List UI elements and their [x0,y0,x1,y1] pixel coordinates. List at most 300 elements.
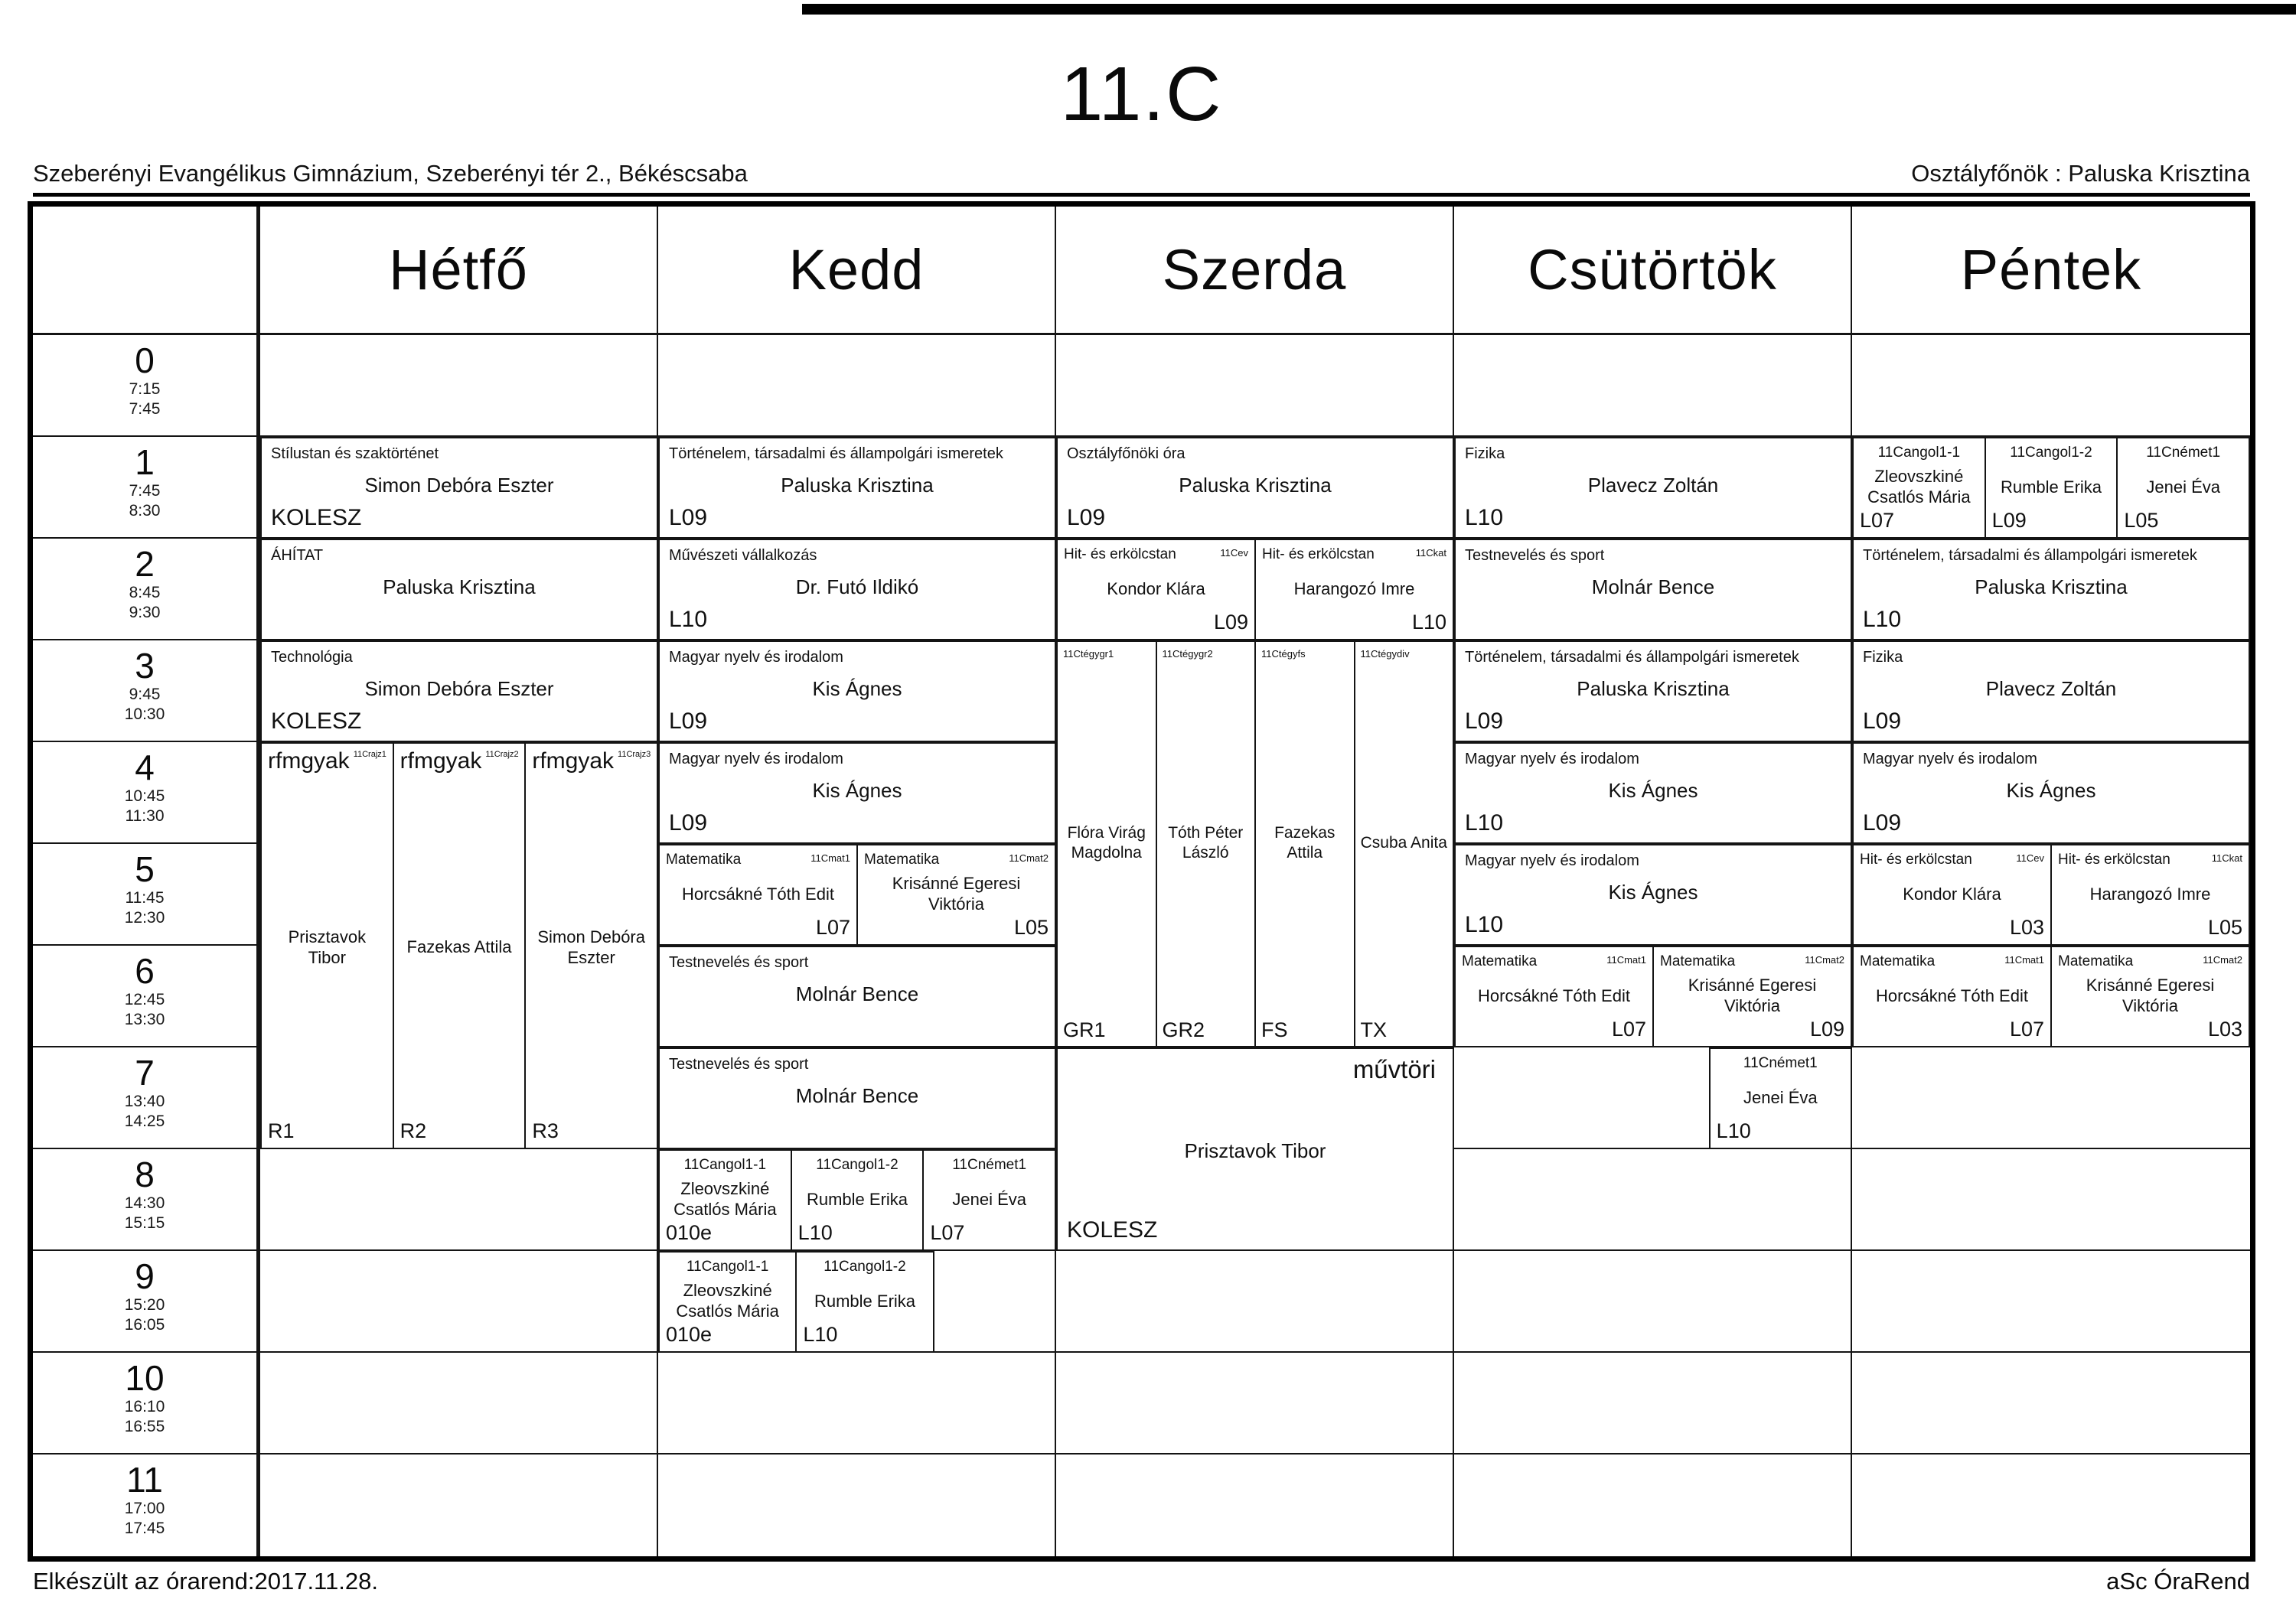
period-start-time: 11:45 [125,889,165,907]
grid-cell [658,335,1056,437]
room-label: L09 [669,709,708,734]
lesson-cell-header [1863,648,2239,669]
subject-label: 11Cangol1-2 [823,1259,906,1275]
subject-label: Matematika [2058,953,2134,969]
group-tag: 11Cmat1 [810,852,850,864]
lesson-cell-header [271,445,647,466]
lesson-cell [795,1251,934,1353]
lesson-block [1852,640,2250,742]
day-header-2: Kedd [658,207,1056,335]
subject-label: 11Cnémet1 [952,1157,1027,1173]
room-label: L07 [2009,1018,2044,1041]
lesson-cell [1652,946,1852,1047]
teacher-name: Rumble Erika [814,1291,916,1311]
day-header-3: Szerda [1056,207,1454,335]
lesson-cell-header [669,445,1045,466]
lesson-cell [922,1149,1056,1251]
lesson-cell-header [2058,850,2242,871]
lesson-cell-header [669,750,1045,771]
lesson-block [1454,742,1852,844]
subject-label: 11Cangol1-2 [816,1157,899,1173]
lesson-cell-header [1660,952,1844,973]
group-tag: 11Ctégyfs [1261,648,1306,660]
period-start-time: 15:20 [124,1296,165,1314]
period-start-time: 7:45 [129,482,161,500]
grid-cell [1454,1149,1852,1251]
room-label: TX [1360,1018,1388,1041]
lesson-block [260,539,658,640]
lesson-cell [2050,946,2250,1047]
period-start-time: 17:00 [124,1500,165,1517]
teacher-name: Krisánné Egeresi Viktória [2086,976,2215,1015]
grid-cell [1056,1353,1454,1455]
period-end-time: 11:30 [125,807,165,825]
lesson-cell-header [1860,850,2044,871]
lesson-block [1454,539,1852,640]
period-end-time: 16:05 [124,1316,165,1334]
lesson-cell [658,539,1056,640]
timetable [28,201,2255,1562]
period-start-time: 16:10 [124,1398,165,1415]
day-header-4: Csütörtök [1454,207,1852,335]
lesson-cell [658,1047,1056,1149]
teacher-name: Kis Ágnes [812,677,902,700]
lesson-block [658,1251,1056,1353]
teacher-name: Zleovszkiné Csatlós Mária [1867,467,1971,507]
room-label: L07 [930,1221,965,1244]
period-end-time: 13:30 [124,1011,165,1028]
lesson-cell [1454,844,1852,946]
lesson-cell [1709,1047,1852,1149]
subject-label: Hit- és erkölcstan [1262,546,1375,562]
lesson-cell-header [1262,545,1446,566]
subject-label: rfmgyak [532,748,615,774]
subject-label: Hit- és erkölcstan [1064,546,1176,562]
lesson-cell [1056,539,1256,640]
period-cell-3 [33,640,260,742]
subject-label: Testnevelés és sport [669,1056,809,1073]
lesson-cell [1852,844,2052,946]
subject-label: Történelem, társadalmi és állampolgári ismeretek [669,445,1003,462]
lesson-cell [1454,742,1852,844]
lesson-cell-header [1465,546,1841,568]
lesson-cell-header [669,546,1045,568]
period-start-time: 7:15 [129,380,161,398]
period-cell-8 [33,1149,260,1251]
room-label: L10 [1465,505,1504,530]
lesson-cell [1354,640,1455,1047]
period-cell-6 [33,946,260,1047]
grid-cell [658,1353,1056,1455]
lesson-cell [658,1149,792,1251]
teacher-name: Harangozó Imre [1293,578,1415,598]
room-label: L10 [1465,810,1504,836]
teacher-name: Horcsákné Tóth Edit [1478,985,1630,1005]
period-cell-10 [33,1353,260,1455]
group-tag: 11Crajz3 [618,750,651,759]
lesson-cell [1254,539,1454,640]
subject-label: Osztályfőnöki óra [1067,445,1186,462]
subject-label: Magyar nyelv és irodalom [1465,852,1639,869]
lesson-cell-header [271,648,647,669]
teacher-name: Krisánné Egeresi Viktória [1688,976,1817,1015]
room-label: 010e [666,1221,713,1244]
lesson-cell-header [864,850,1049,871]
subject-label: Művészeti vállalkozás [669,547,817,564]
room-label: L05 [2207,916,2242,939]
subject-label: Magyar nyelv és irodalom [669,751,843,767]
lesson-cell [1454,437,1852,539]
grid-cell [1852,1251,2250,1353]
teacher-name: Horcsákné Tóth Edit [1876,985,2028,1005]
group-tag: 11Ckat [1415,547,1446,559]
teacher-name: Molnár Bence [795,982,919,1005]
lesson-cell-header [666,1155,784,1177]
lesson-block [260,640,658,742]
period-cell-9 [33,1251,260,1353]
period-number: 5 [135,849,155,889]
lesson-cell [658,946,1056,1047]
room-label: L03 [2009,916,2044,939]
lesson-cell [260,539,658,640]
period-start-time: 9:45 [129,686,161,703]
grid-cell [260,335,658,437]
lesson-cell-header [2124,443,2242,464]
room-label: L10 [1465,912,1504,937]
room-label: 010e [666,1323,713,1346]
lesson-cell-header [271,546,647,568]
period-number: 1 [135,442,155,482]
footer-app-name: aSc ÓraRend [2106,1568,2250,1595]
period-start-time: 8:45 [129,584,161,601]
lesson-cell-header [1462,952,1646,973]
subject-label: Stílustan és szaktörténet [271,445,439,462]
room-label: L09 [669,505,708,530]
footer-generated-date: Elkészült az órarend:2017.11.28. [33,1568,378,1595]
teacher-name: Rumble Erika [2000,477,2102,497]
lesson-cell-header [1992,443,2111,464]
lesson-block [658,539,1056,640]
lesson-cell [1852,742,2250,844]
lesson-block [1852,742,2250,844]
teacher-name: Krisánné Egeresi Viktória [892,874,1021,914]
period-number: 11 [126,1460,163,1500]
subject-label: Magyar nyelv és irodalom [1465,751,1639,767]
teacher-name: Paluska Krisztina [1577,677,1730,700]
period-cell-1 [33,437,260,539]
lesson-cell-header [1067,1055,1443,1084]
teacher-name: Fazekas Attila [1274,823,1336,862]
teacher-name: Csuba Anita [1360,833,1447,852]
room-label: R2 [400,1119,427,1142]
lesson-block [1056,539,1454,640]
lesson-cell [1852,539,2250,640]
lesson-block [1454,437,1852,539]
room-label: L07 [1611,1018,1646,1041]
lesson-block [658,946,1056,1047]
subject-label: Hit- és erkölcstan [1860,852,1972,868]
grid-cell [260,1353,658,1455]
teacher-name: Simon Debóra Eszter [364,474,554,497]
grid-cell [1454,1251,1852,1353]
teacher-name: Simon Debóra Eszter [537,927,645,967]
subject-label: 11Cnémet1 [1743,1055,1818,1071]
teacher-name: Simon Debóra Eszter [364,677,554,700]
period-number: 8 [135,1155,155,1194]
lesson-cell-header [803,1257,926,1279]
group-tag: 11Cmat2 [1009,852,1049,864]
room-label: L07 [1860,509,1895,532]
teacher-name: Tóth Péter László [1168,823,1244,862]
teacher-name: Paluska Krisztina [1975,575,2128,598]
period-number: 0 [135,340,155,380]
lesson-cell [1156,640,1257,1047]
period-number: 10 [125,1358,165,1398]
period-start-time: 10:45 [124,787,165,805]
subject-label: Magyar nyelv és irodalom [1863,751,2037,767]
subject-label: Matematika [666,852,742,868]
lesson-cell-header [666,1257,789,1279]
lesson-block [1056,437,1454,539]
subject-label: Magyar nyelv és irodalom [669,649,843,666]
room-label: L10 [1411,611,1446,634]
subject-label: rfmgyak [268,748,350,774]
group-tag: 11Cmat1 [1606,954,1646,966]
school-name: Szeberényi Evangélikus Gimnázium, Szeberényi tér 2., Békéscsaba [33,160,748,187]
lesson-cell [1985,437,2118,539]
lesson-cell [1852,640,2250,742]
room-label [271,607,647,633]
subject-label: ÁHÍTAT [271,547,324,564]
lesson-block [658,437,1056,539]
lesson-cell [2116,437,2250,539]
lesson-cell [1852,946,2052,1047]
empty-slot [933,1251,1056,1353]
teacher-name: Molnár Bence [795,1084,919,1107]
lesson-cell [260,742,394,1149]
lesson-block [1454,946,1852,1047]
lesson-cell [260,437,658,539]
lesson-block [658,844,1056,946]
group-tag: 11Ctégygr2 [1162,648,1213,660]
lesson-cell [1056,437,1454,539]
room-label: L05 [2124,509,2159,532]
room-label: L10 [1716,1119,1751,1142]
period-end-time: 15:15 [124,1214,165,1232]
lesson-cell-header [669,1055,1045,1077]
grid-cell [1454,1455,1852,1556]
lesson-block [260,437,658,539]
subject-label: Matematika [1462,953,1538,969]
lesson-block [1454,640,1852,742]
lesson-cell [1454,946,1654,1047]
subject-label: 11Cangol1-1 [686,1259,769,1275]
period-end-time: 17:45 [124,1520,165,1537]
teacher-name: Paluska Krisztina [383,575,536,598]
lesson-block [1056,1047,1454,1251]
room-label [669,1116,1045,1142]
grid-cell [1454,1353,1852,1455]
lesson-cell [2050,844,2250,946]
room-label: L09 [1067,505,1106,530]
empty-slot [1454,1047,1711,1149]
lesson-cell-header [798,1155,917,1177]
period-start-time: 14:30 [124,1194,165,1212]
grid-cell [1056,1455,1454,1556]
room-label: FS [1261,1018,1288,1041]
room-label: L10 [1863,607,1902,632]
grid-cell [1454,335,1852,437]
subject-label: Testnevelés és sport [669,954,809,971]
teacher-name: Harangozó Imre [2089,884,2211,904]
period-cell-0 [33,335,260,437]
subject-label: 11Cangol1-1 [683,1157,767,1173]
teacher-name: Kondor Klára [1903,884,2001,904]
period-number: 7 [135,1053,155,1093]
grid-cell [260,1455,658,1556]
lesson-cell-header [268,748,386,774]
lesson-block [1056,640,1454,1047]
lesson-cell-header [1063,646,1150,667]
subject-label: Történelem, társadalmi és állampolgári ismeretek [1465,649,1799,666]
room-label: GR1 [1063,1018,1106,1041]
lesson-block [658,742,1056,844]
lesson-block [1852,946,2250,1047]
grid-cell [1852,335,2250,437]
group-tag: 11Cmat2 [1805,954,1844,966]
scan-edge-artifact [802,4,2296,15]
lesson-cell [1454,640,1852,742]
teacher-name: Paluska Krisztina [1179,474,1332,497]
period-cell-4 [33,742,260,844]
lesson-cell-header [1361,646,1448,667]
room-label: KOLESZ [1067,1217,1158,1243]
period-cell-7 [33,1047,260,1149]
teacher-name: Horcsákné Tóth Edit [682,884,834,904]
period-end-time: 9:30 [129,604,161,621]
room-label: L10 [669,607,708,632]
lesson-cell [658,640,1056,742]
period-number: 4 [135,748,155,787]
teacher-name: Kondor Klára [1107,578,1205,598]
grid-cell [1056,335,1454,437]
period-end-time: 16:55 [124,1418,165,1435]
subject-label: 11Cangol1-1 [1877,445,1961,461]
subject-label: Fizika [1465,445,1505,462]
teacher-name: Rumble Erika [806,1189,908,1209]
period-cell-2 [33,539,260,640]
room-label: L09 [1213,611,1248,634]
lesson-cell-header [1465,648,1841,669]
grid-cell [260,1149,658,1251]
teacher-name: Paluska Krisztina [781,474,934,497]
room-label: GR2 [1162,1018,1205,1041]
table-corner-cell [33,207,260,335]
lesson-cell [1454,539,1852,640]
teacher-name: Zleovszkiné Csatlós Mária [676,1281,779,1321]
subject-label: rfmgyak [400,748,482,774]
room-label: L09 [669,810,708,836]
room-label: L10 [797,1221,833,1244]
room-label: L03 [2207,1018,2242,1041]
group-tag: 11Cev [2016,852,2044,864]
lesson-cell [524,742,658,1149]
room-label: KOLESZ [271,709,362,734]
teacher-name: Prisztavok Tibor [288,927,367,967]
room-label: R3 [532,1119,559,1142]
subject-label: Matematika [1660,953,1736,969]
lesson-cell-header [669,953,1045,975]
group-tag: 11Ckat [2211,852,2242,864]
lesson-cell-header [1465,445,1841,466]
day-header-1: Hétfő [260,207,658,335]
subject-label: Testnevelés és sport [1465,547,1605,564]
group-tag: 11Cmat1 [2004,954,2044,966]
teacher-name: Kis Ágnes [1608,881,1698,904]
teacher-name: Fazekas Attila [406,937,512,956]
lesson-cell-header [400,748,519,774]
grid-cell [1852,1149,2250,1251]
lesson-cell-header [1717,1054,1844,1075]
lesson-cell [393,742,527,1149]
period-start-time: 12:45 [124,991,165,1008]
group-tag: 11Crajz1 [353,750,386,759]
lesson-cell [1056,640,1157,1047]
lesson-cell [658,844,858,946]
teacher-name: Kis Ágnes [1608,779,1698,802]
room-label: L05 [1013,916,1049,939]
room-label [669,1014,1045,1040]
lesson-cell-header [1860,952,2044,973]
lesson-cell-header [1863,546,2239,568]
lesson-block [658,640,1056,742]
lesson-cell-header [2058,952,2242,973]
document-footer [33,1568,2250,1595]
room-label: L07 [815,916,850,939]
subject-label: Hit- és erkölcstan [2058,852,2170,868]
period-number: 2 [135,544,155,584]
subject-label: Technológia [271,649,353,666]
group-tag: 11Cmat2 [2203,954,2242,966]
period-cell-11 [33,1455,260,1556]
grid-cell [658,1455,1056,1556]
lesson-block [658,1047,1056,1149]
lesson-cell-header [666,850,850,871]
period-number: 3 [135,646,155,686]
lesson-cell-header [1860,443,1978,464]
grid-cell [1056,1251,1454,1353]
teacher-name: Kis Ágnes [812,779,902,802]
lesson-block [1454,844,1852,946]
teacher-name: Plavecz Zoltán [1587,474,1719,497]
teacher-name: Zleovszkiné Csatlós Mária [673,1179,777,1219]
period-end-time: 7:45 [129,400,161,418]
teacher-name: Dr. Futó Ildikó [795,575,919,598]
grid-cell [1852,1353,2250,1455]
group-tag: 11Ctégydiv [1360,648,1410,660]
lesson-cell [791,1149,925,1251]
room-label: L09 [1991,509,2027,532]
teacher-name: Molnár Bence [1591,575,1715,598]
lesson-cell [658,742,1056,844]
grid-cell [1852,1047,2250,1149]
lesson-block [658,1149,1056,1251]
teacher-name: Jenei Éva [1743,1087,1818,1107]
period-end-time: 14:25 [124,1112,165,1130]
room-label: KOLESZ [271,505,362,530]
period-end-time: 8:30 [129,502,161,520]
lesson-cell-header [1067,445,1443,466]
